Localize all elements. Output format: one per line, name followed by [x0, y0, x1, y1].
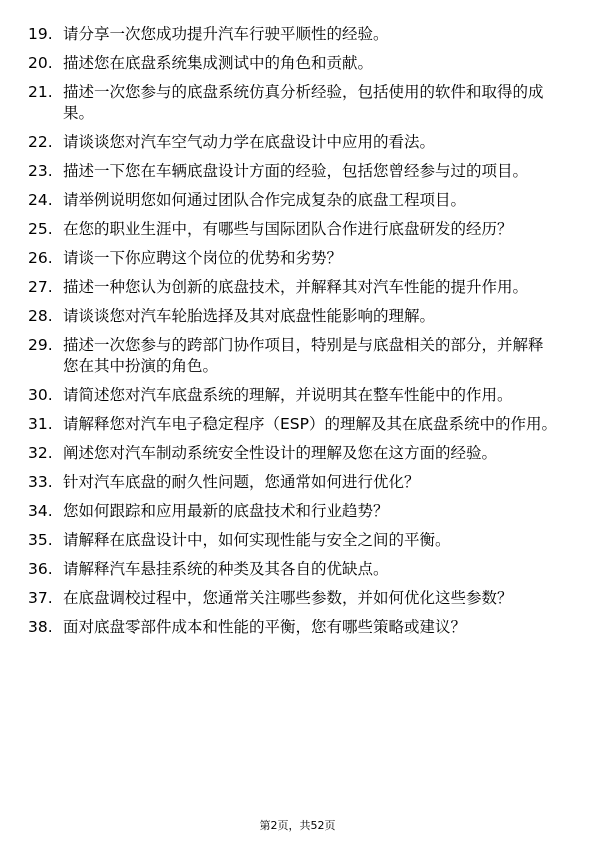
question-item — [0, 617, 595, 638]
question-number: 35. — [28, 531, 53, 549]
question-item — [0, 161, 595, 182]
page-footer — [0, 817, 595, 833]
question-item — [0, 335, 595, 377]
question-number: 23. — [28, 162, 53, 180]
question-text: 描述一种您认为创新的底盘技术，并解释其对汽车性能的提升作用。 — [63, 278, 529, 296]
question-text: 请谈谈您对汽车轮胎选择及其对底盘性能影响的理解。 — [63, 307, 436, 325]
question-item — [0, 385, 595, 406]
question-number: 30. — [28, 386, 53, 404]
question-text: 描述一次您参与的跨部门协作项目，特别是与底盘相关的部分，并解释您在其中扮演的角色。 — [63, 336, 544, 375]
question-text: 您如何跟踪和应用最新的底盘技术和行业趋势？ — [63, 502, 389, 520]
question-text: 描述一次您参与的底盘系统仿真分析经验，包括使用的软件和取得的成果。 — [63, 83, 544, 122]
question-text: 请解释在底盘设计中，如何实现性能与安全之间的平衡。 — [63, 531, 451, 549]
question-item — [0, 24, 595, 45]
question-item — [0, 248, 595, 269]
question-item — [0, 82, 595, 124]
question-item — [0, 190, 595, 211]
question-number: 31. — [28, 415, 53, 433]
question-number: 37. — [28, 589, 53, 607]
question-text: 描述您在底盘系统集成测试中的角色和贡献。 — [63, 54, 374, 72]
question-list — [0, 24, 595, 646]
question-number: 29. — [28, 336, 53, 354]
question-item — [0, 472, 595, 493]
question-item — [0, 559, 595, 580]
question-number: 38. — [28, 618, 53, 636]
question-text: 针对汽车底盘的耐久性问题，您通常如何进行优化？ — [63, 473, 420, 491]
question-text: 在底盘调校过程中，您通常关注哪些参数，并如何优化这些参数？ — [63, 589, 513, 607]
question-text: 请谈谈您对汽车空气动力学在底盘设计中应用的看法。 — [63, 133, 436, 151]
question-text: 请解释您对汽车电子稳定程序（ESP）的理解及其在底盘系统中的作用。 — [63, 415, 557, 433]
question-number: 26. — [28, 249, 53, 267]
question-text: 面对底盘零部件成本和性能的平衡，您有哪些策略或建议？ — [63, 618, 467, 636]
question-item — [0, 219, 595, 240]
question-number: 25. — [28, 220, 53, 238]
question-number: 33. — [28, 473, 53, 491]
question-text: 请举例说明您如何通过团队合作完成复杂的底盘工程项目。 — [63, 191, 467, 209]
question-item — [0, 277, 595, 298]
question-text: 在您的职业生涯中，有哪些与国际团队合作进行底盘研发的经历？ — [63, 220, 513, 238]
question-text: 描述一下您在车辆底盘设计方面的经验，包括您曾经参与过的项目。 — [63, 162, 529, 180]
question-item — [0, 306, 595, 327]
question-number: 32. — [28, 444, 53, 462]
question-text: 请谈一下你应聘这个岗位的优势和劣势？ — [63, 249, 343, 267]
question-number: 22. — [28, 133, 53, 151]
question-number: 28. — [28, 307, 53, 325]
question-item — [0, 414, 595, 435]
question-number: 20. — [28, 54, 53, 72]
question-number: 24. — [28, 191, 53, 209]
question-number: 36. — [28, 560, 53, 578]
question-item — [0, 530, 595, 551]
question-text: 阐述您对汽车制动系统安全性设计的理解及您在这方面的经验。 — [63, 444, 498, 462]
question-text: 请简述您对汽车底盘系统的理解，并说明其在整车性能中的作用。 — [63, 386, 513, 404]
question-item — [0, 53, 595, 74]
question-item — [0, 588, 595, 609]
question-number: 19. — [28, 25, 53, 43]
question-number: 27. — [28, 278, 53, 296]
question-item — [0, 501, 595, 522]
question-number: 34. — [28, 502, 53, 520]
question-item — [0, 132, 595, 153]
question-text: 请解释汽车悬挂系统的种类及其各自的优缺点。 — [63, 560, 389, 578]
question-text: 请分享一次您成功提升汽车行驶平顺性的经验。 — [63, 25, 389, 43]
page-number-label: 第2页，共52页 — [259, 819, 336, 832]
question-item — [0, 443, 595, 464]
question-number: 21. — [28, 83, 53, 101]
